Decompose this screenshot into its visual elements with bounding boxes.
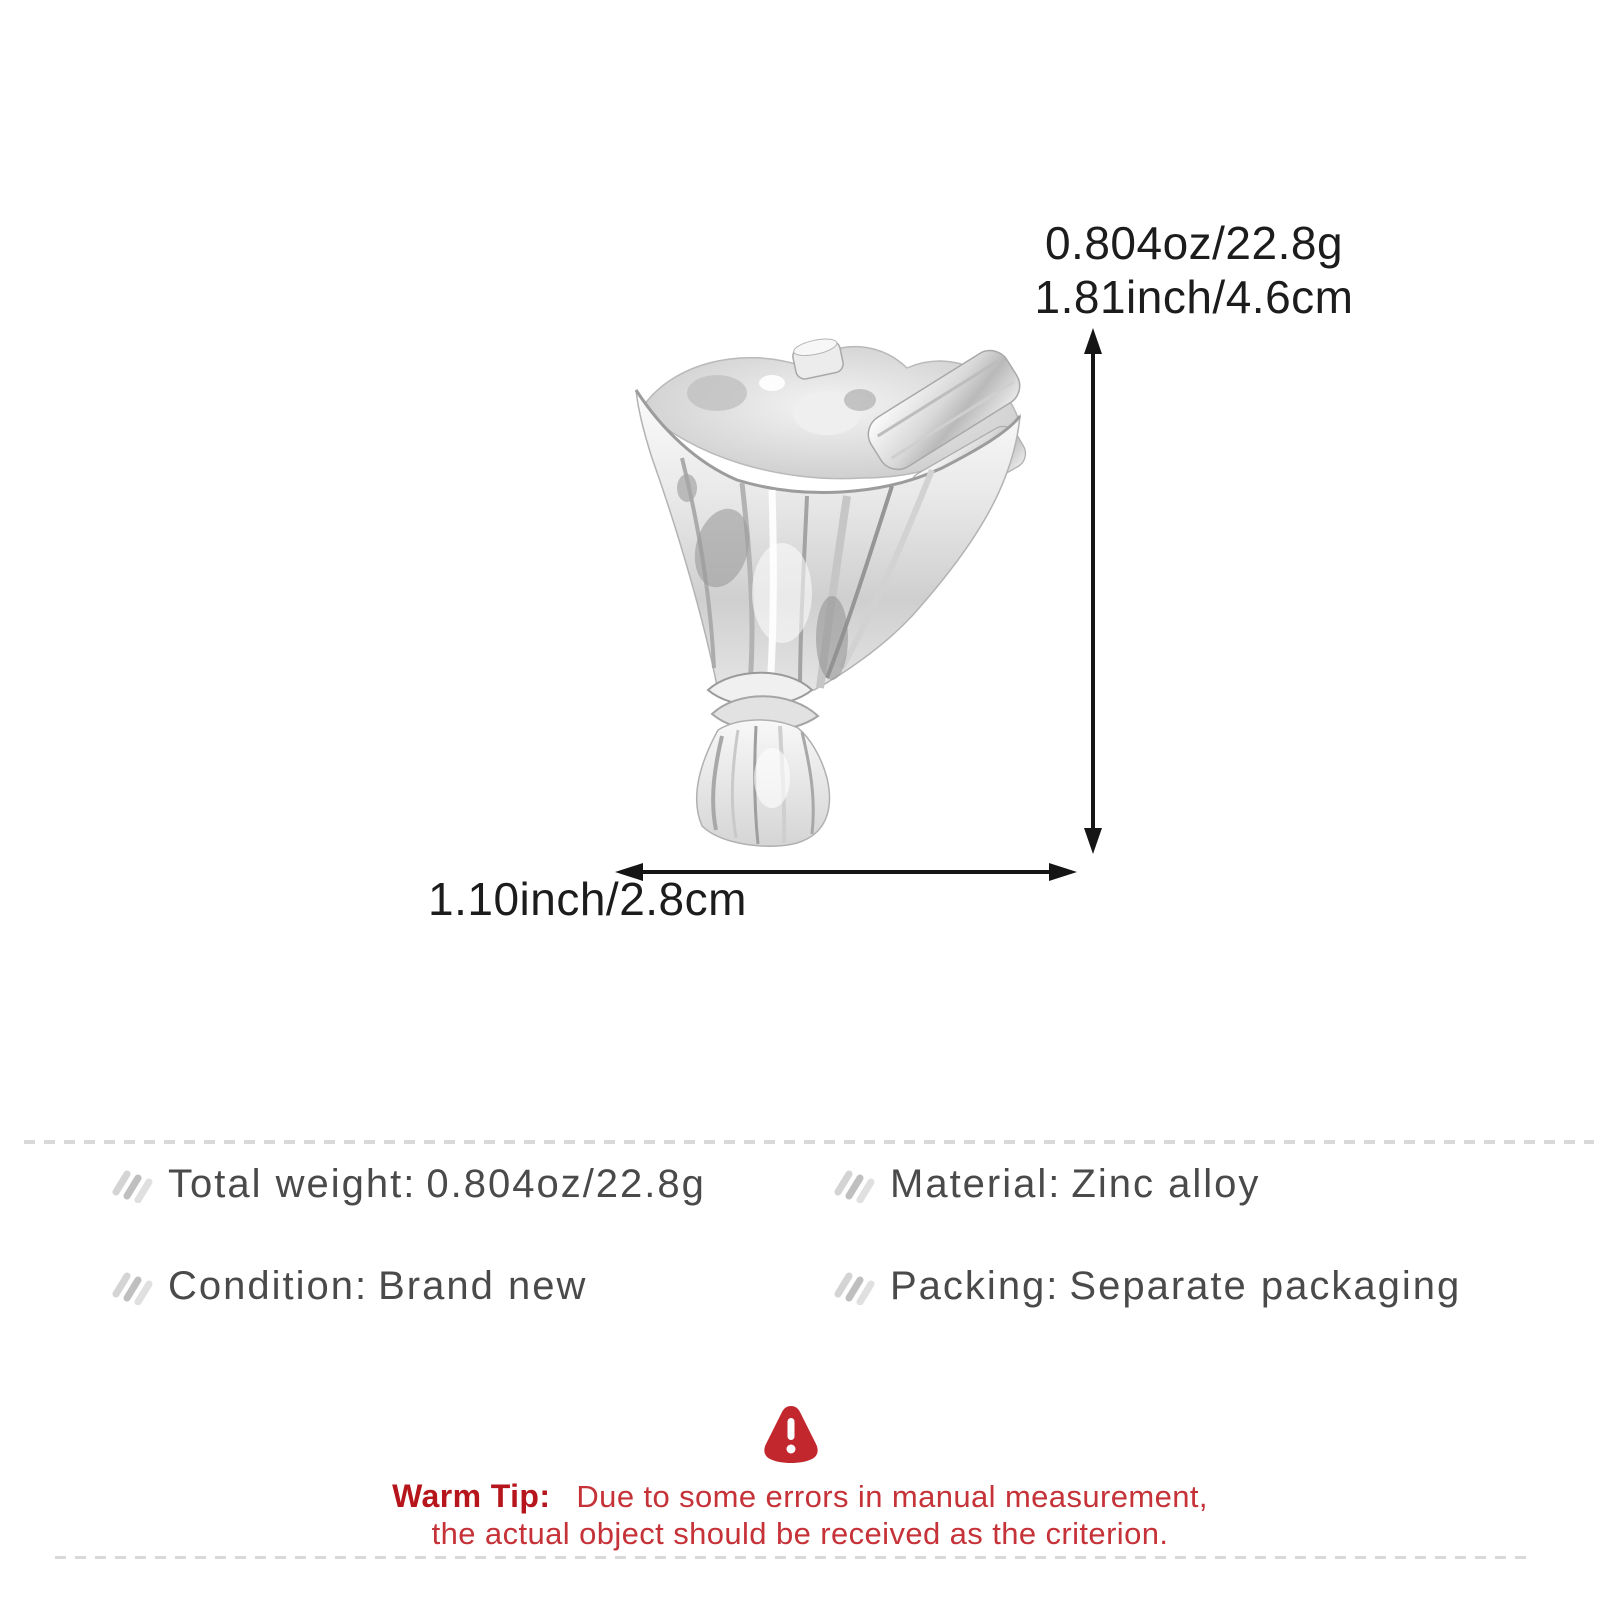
size-weight-labels [1008, 216, 1380, 324]
height-arrow-icon [1077, 326, 1109, 856]
spec-label [168, 1162, 706, 1207]
spec-label [890, 1264, 1461, 1309]
warning-icon [762, 1402, 820, 1464]
spec-label-text: Material: [890, 1161, 1062, 1206]
warm-tip-line2: the actual object should be received as the criterion. [431, 1516, 1169, 1551]
hatch-bullet-icon [832, 1267, 876, 1305]
spec-label-text: Condition: [168, 1263, 369, 1308]
spec-label [890, 1162, 1260, 1207]
spec-label-text: Total weight: [168, 1161, 417, 1206]
height-label: 1.81inch/4.6cm [1034, 271, 1354, 323]
dashed-divider-top [24, 1140, 1594, 1144]
spec-item-packing [832, 1260, 1572, 1312]
spec-label-text: Packing: [890, 1263, 1060, 1308]
spec-item-condition [110, 1260, 832, 1312]
hatch-bullet-icon [110, 1165, 154, 1203]
spec-item-material [832, 1158, 1572, 1210]
spec-item-total-weight [110, 1158, 832, 1210]
spec-value: Separate packaging [1069, 1263, 1462, 1308]
warning-icon [762, 1402, 820, 1464]
specs-grid [110, 1158, 1572, 1312]
width-label: 1.10inch/2.8cm [428, 873, 747, 925]
warm-tip [0, 1478, 1600, 1552]
spec-value: Zinc alloy [1071, 1161, 1261, 1206]
warm-tip-label: Warm Tip: [392, 1478, 551, 1514]
weight-label: 0.804oz/22.8g [1044, 217, 1344, 269]
dashed-divider-bottom [55, 1556, 1530, 1559]
hatch-bullet-icon [832, 1165, 876, 1203]
spec-label [168, 1264, 587, 1309]
spec-value: Brand new [378, 1263, 588, 1308]
spec-value: 0.804oz/22.8g [426, 1161, 706, 1206]
warm-tip-text1: Due to some errors in manual measurement, [576, 1479, 1208, 1514]
warm-tip-line1 [0, 1478, 1600, 1515]
product-photo [622, 338, 1034, 850]
hatch-bullet-icon [110, 1267, 154, 1305]
